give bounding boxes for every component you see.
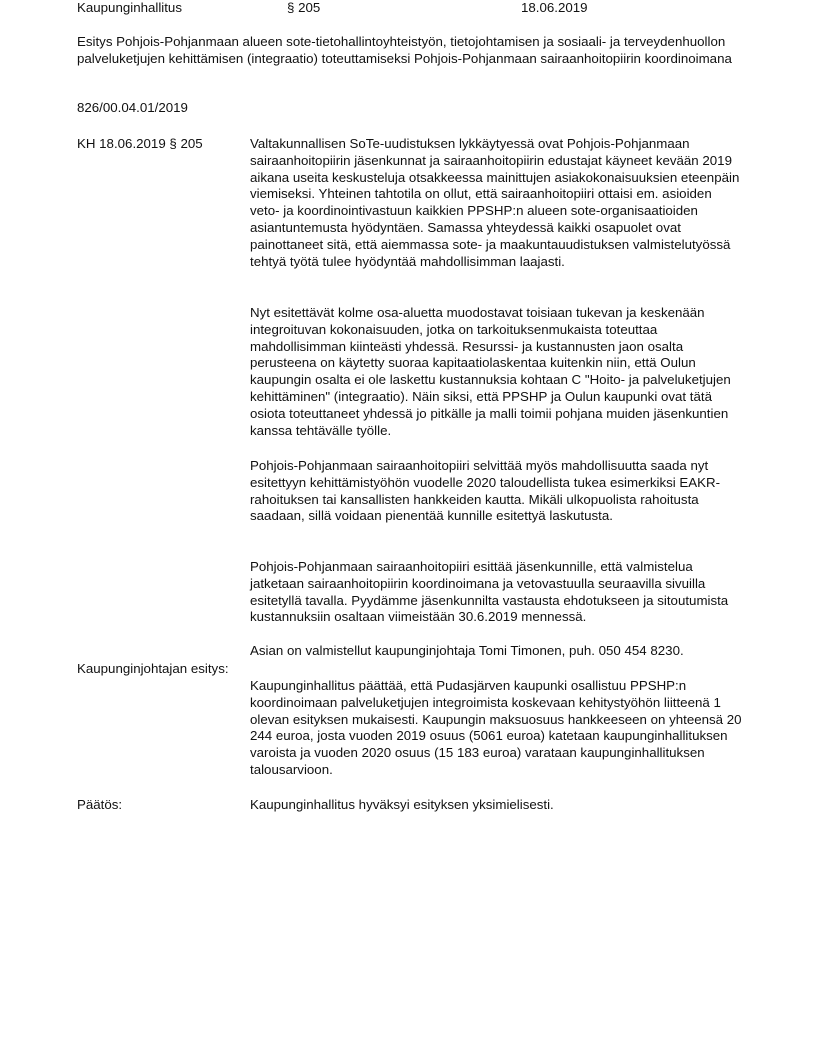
paragraph-proposal: Kaupunginhallitus päättää, että Pudasjärven kaupunki osallistuu PPSHP:n koordinoimaan palveluketjujen integroimista koskevaan kehitystyöhön liitteenä 1 olevan esityksen mukaisesti. Kaupungin maksuosuus hankkeeseen on yhteensä 20 244 euroa, josta vuoden 2019 osuus (5061 euroa) katetaan kaupunginhallituksen varoista ja vuoden 2020 osuus (15 183 euroa) varataan kaupunginhallituksen talousarvioon. xyxy=(250,678,742,777)
section-label-kh: KH 18.06.2019 § 205 xyxy=(77,136,203,151)
paragraph-4: Pohjois-Pohjanmaan sairaanhoitopiiri esittää jäsenkunnille, että valmistelua jatketaan sairaanhoitopiirin koordinoimana ja vetovastuulla seuraavilla sivuilla esitetyllä tavalla. Pyydämme jäsenkunnilta vastausta ehdotukseen ja sitoutumista kustannuksiin osaltaan viimeistään 30.6.2019 mennessä. xyxy=(250,559,729,625)
header-section-number: § 205 xyxy=(287,0,321,15)
paragraph-1: Valtakunnallisen SoTe-uudistuksen lykkäytyessä ovat Pohjois-Pohjanmaan sairaanhoitopiirin jäsenkunnat ja sairaanhoitopiirin edustajat käyneet kevään 2019 aikana useita keskusteluja otsakkeessa mainittujen asiakokonaisuuksien eteenpäin viemiseksi. Yhteinen tahtotila on ollut, että sairaanhoitopiiri ottaisi em. asioiden veto- ja koordinointivastuun kaikkien PPSHP:n alueen sote-organisaatioiden asiantuntemusta hyödyntäen. Samassa yhteydessä kaikki osapuolet ovat painottaneet sitä, että aiemmassa sote- ja maakuntauudistuksen valmistelutyössä tehtyä työtä tulee hyödyntää mahdollisimman laajasti. xyxy=(250,136,740,269)
header-date: 18.06.2019 xyxy=(521,0,588,15)
paragraph-2: Nyt esitettävät kolme osa-aluetta muodostavat toisiaan tukevan ja keskenään integroituvan kokonaisuuden, jotka on tarkoituksenmukaista toteuttaa mahdollisimman kiinteästi yhdessä. Resurssi- ja kustannusten jaon osalta perusteena on käytetty suoraa kapitaatiolaskentaa kuitenkin niin, että Oulun kaupungin osalta ei ole laskettu kustannuksia kohtaan C "Hoito- ja palveluketjujen kehittäminen" (integraatio). Näin siksi, että PPSHP ja Oulun kaupunki ovat tätä osiota toteuttaneet yhdessä jo pitkälle ja malli toimii pohjana muiden jäsenkuntien kanssa tehtävälle työlle. xyxy=(250,305,731,438)
paragraph-3: Pohjois-Pohjanmaan sairaanhoitopiiri selvittää myös mahdollisuutta saada nyt esitettyyn kehittämistyöhön vuodelle 2020 taloudellista tukea esimerkiksi EAKR-rahoituksen tai kansallisten hankkeiden kautta. Mikäli ulkopuolista rahoitusta saadaan, sillä voidaan pienentää kunnille esitettyä laskutusta. xyxy=(250,458,721,524)
document-title: Esitys Pohjois-Pohjanmaan alueen sote-tietohallintoyhteistyön, tietojohtamisen ja sosiaali- ja terveydenhuollon palveluketjujen kehittämisen (integraatio) toteuttamiseksi Pohjois-Pohjanmaan sairaanhoitopiirin koordinoimana xyxy=(77,34,732,66)
document-number: 826/00.04.01/2019 xyxy=(77,100,188,115)
paragraph-preparer: Asian on valmistellut kaupunginjohtaja Tomi Timonen, puh. 050 454 8230. xyxy=(250,643,684,658)
section-label-proposal: Kaupunginjohtajan esitys: xyxy=(77,661,229,676)
header-organ: Kaupunginhallitus xyxy=(77,0,182,15)
section-label-decision: Päätös: xyxy=(77,797,123,812)
paragraph-decision: Kaupunginhallitus hyväksyi esityksen yksimielisesti. xyxy=(250,797,554,812)
